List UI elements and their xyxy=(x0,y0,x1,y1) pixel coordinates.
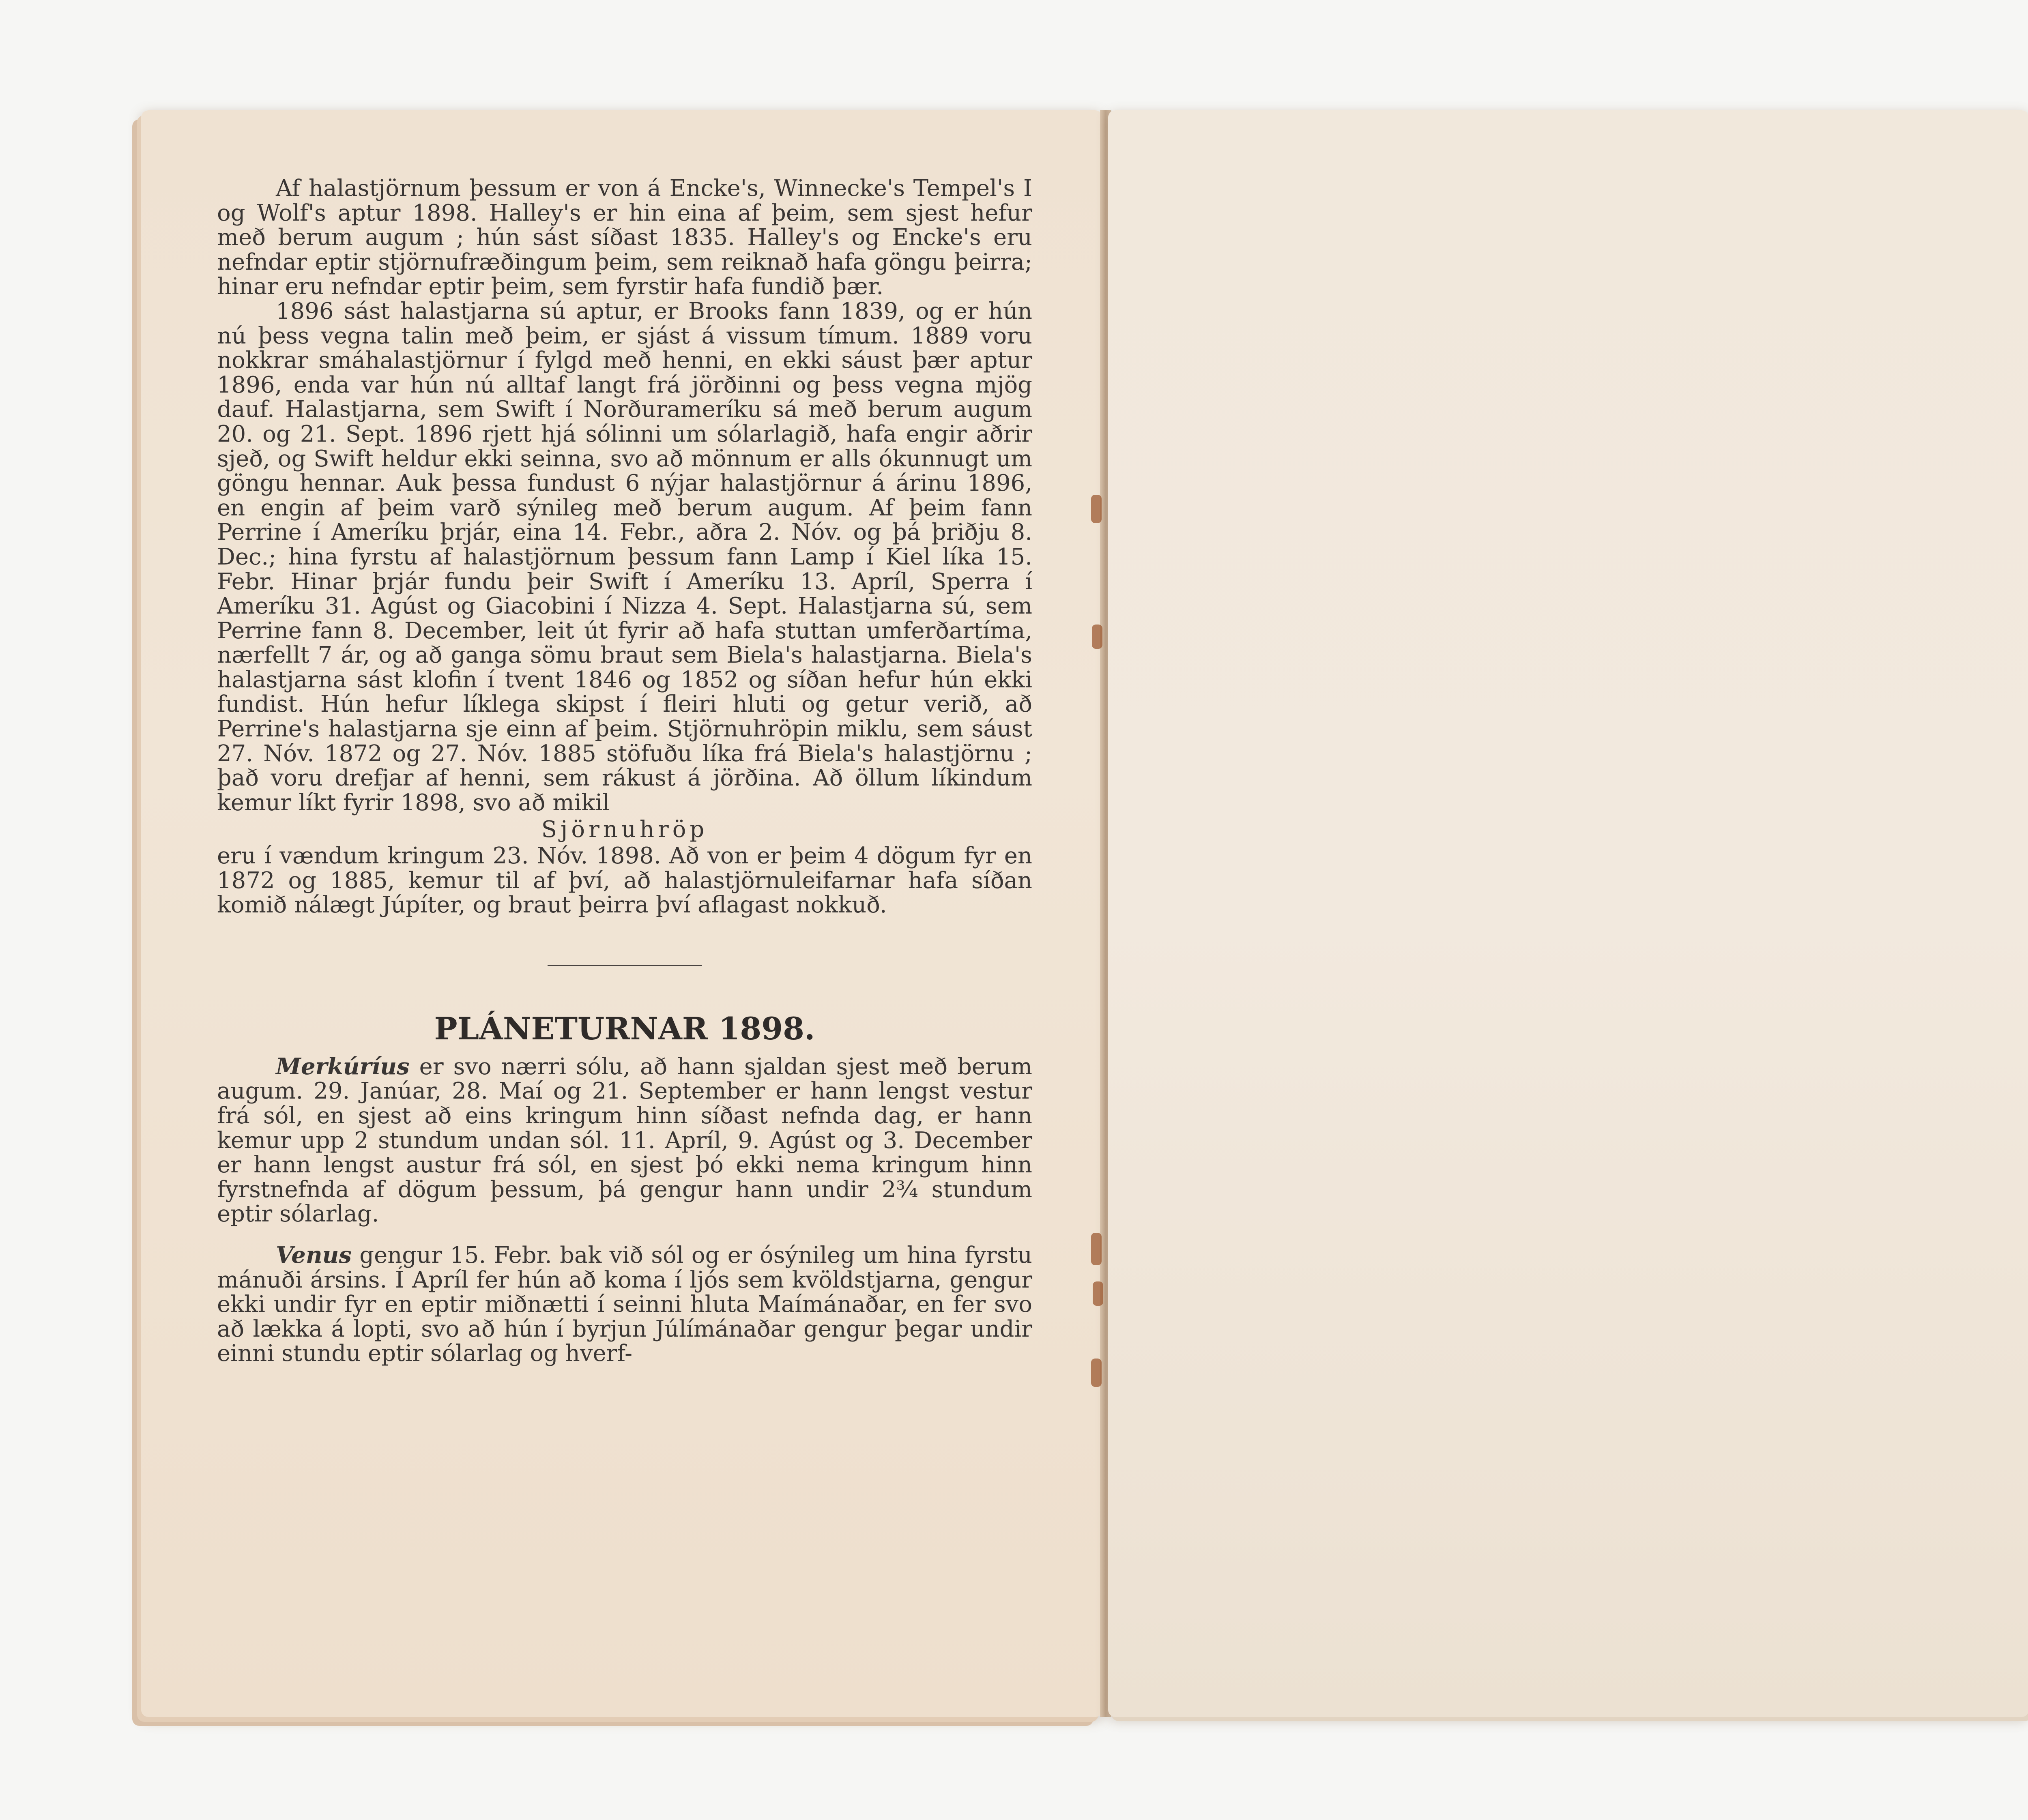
venus-text: gengur 15. Febr. bak við sól og er ósýnileg um hina fyrstu mánuði ársins. Í Apríl fer hún að koma í ljós sem kvöldstjarna, gengur ekki undir fyr en eptir miðnætti í seinni hluta Maímánaðar, en fer svo að lækka á lopti, svo að hún í byrjun Júlímánaðar gengur þegar undir einni stundu eptir sólarlag og hverf- xyxy=(217,1242,1032,1367)
subheading-meteors: Sjörnuhröp xyxy=(541,816,708,843)
mercury-text: er svo nærri sólu, að hann sjaldan sjest með berum augum. 29. Janúar, 28. Maí og 21. September er hann lengst vestur frá sól, en sjest að eins kringum hinn síðast nefnda dag, er hann kemur upp 2 stundum undan sól. 11. Apríl, 9. Agúst og 3. December er hann lengst austur frá sól, en sjest þó ekki nema kringum hinn fyrstnefnda af dögum þessum, þá gengur hann undir 2¾ stundum eptir sólarlag. xyxy=(217,1053,1032,1228)
venus-lead: Venus xyxy=(276,1241,352,1268)
left-page-text xyxy=(217,176,1032,1366)
paragraph-meteors: eru í vændum kringum 23. Nóv. 1898. Að von er þeim 4 dögum fyr en 1872 og 1885, kemur til af því, að halastjörnuleifarnar hafa síðan komið nálægt Júpíter, og braut þeirra því aflagast nokkuð. xyxy=(217,843,1032,919)
rust-stain xyxy=(1092,625,1102,649)
mercury-lead: Merkúríus xyxy=(276,1053,410,1080)
rust-stain xyxy=(1091,1359,1102,1387)
paragraph-mercury xyxy=(217,1054,1032,1227)
paragraph-brooks: 1896 sást halastjarna sú aptur, er Brooks fann 1839, og er hún nú þess vegna talin með þeim, er sjást á vissum tímum. 1889 voru nokkrar smáhalastjörnur í fylgd með henni, en ekki sáust þær aptur 1896, enda var hún nú alltaf langt frá jörðinni og þess vegna mjög dauf. Halastjarna, sem Swift í Norðurameríku sá með berum augum 20. og 21. Sept. 1896 rjett hjá sólinni um sólarlagið, hafa engir aðrir sjeð, og Swift heldur ekki seinna, svo að mönnum er alls ókunnugt um göngu hennar. Auk þessa fundust 6 nýjar halastjörnur á árinu 1896, en engin af þeim varð sýnileg með berum augum. Af þeim fann Perrine í Ameríku þrjár, eina 14. Febr., aðra 2. Nóv. og þá þriðju 8. Dec.; hina fyrstu af halastjörnum þessum fann Lamp í Kiel líka 15. Febr. Hinar þrjár fundu þeir Swift í Ameríku 13. Apríl, Sperra í Ameríku 31. Agúst og Giacobini í Nizza 4. Sept. Halastjarna sú, sem Perrine fann 8. December, leit út fyrir að hafa stuttan umferðartíma, nærfellt 7 ár, og að ganga sömu braut sem Biela's halastjarna. Biela's halastjarna sást klofin í tvent 1846 og 1852 og síðan hefur hún ekki fundist. Hún hefur líklega skipst í fleiri hluti og getur verið, að Perrine's halastjarna sje einn af þeim. Stjörnuhröpin miklu, sem sáust 27. Nóv. 1872 og 27. Nóv. 1885 stöfuðu líka frá Biela's halastjörnu ; það voru drefjar af henni, sem rákust á jörðina. Að öllum líkindum kemur líkt fyrir 1898, svo að mikil xyxy=(217,298,1032,816)
right-page-blank xyxy=(1108,110,2028,1717)
rust-stain xyxy=(1091,1233,1102,1265)
rust-stain xyxy=(1091,495,1102,523)
section-heading-planets: PLÁNETURNAR 1898. xyxy=(434,1010,815,1047)
paragraph-venus xyxy=(217,1243,1032,1366)
section-divider xyxy=(548,965,702,966)
rust-stain xyxy=(1093,1281,1103,1306)
paragraph-comets: Af halastjörnum þessum er von á Encke's, Winnecke's Tempel's I og Wolf's aptur 1898. Halley's er hin eina af þeim, sem sjest hefur með berum augum ; hún sást síðast 1835. Halley's og Encke's eru nefndar eptir stjörnufræðingum þeim, sem reiknað hafa göngu þeirra; hinar eru nefndar eptir þeim, sem fyrstir hafa fundið þær. xyxy=(217,175,1032,300)
